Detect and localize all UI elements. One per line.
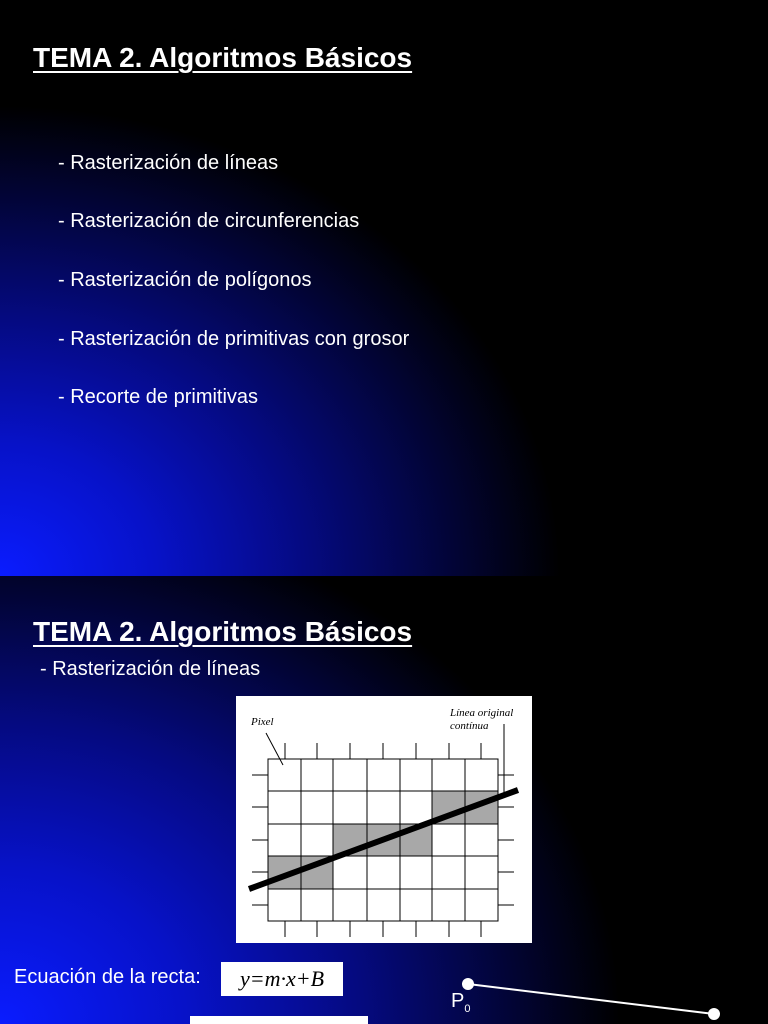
equation-box-partial (190, 1016, 368, 1024)
segment-diagram (440, 968, 740, 1024)
slide-2-title: TEMA 2. Algoritmos Básicos (33, 616, 413, 647)
bullet-item: - Rasterización de polígonos (58, 269, 312, 291)
original-line (249, 790, 518, 889)
pixel-grid-diagram (236, 696, 532, 943)
pixel-label: Pixel (251, 716, 274, 728)
bullet-item: - Rasterización de primitivas con grosor (58, 328, 410, 350)
point-p1 (708, 1008, 720, 1020)
rasterization-figure (236, 696, 532, 943)
point-p0 (462, 978, 474, 990)
line-label-2: contínua (450, 720, 489, 732)
bullet-item: - Rasterización de líneas (58, 152, 279, 174)
slide-2 (0, 576, 768, 1024)
segment-line (468, 984, 714, 1014)
slide-2-subtitle: - Rasterización de líneas (40, 658, 261, 680)
p0-label: $P_0$ (451, 990, 471, 1015)
slide-1-title: TEMA 2. Algoritmos Básicos (33, 42, 413, 73)
pixel-pointer (266, 733, 283, 765)
equation-box: y=m·x+B (221, 962, 343, 996)
line-label-1: Línea original (450, 707, 514, 719)
bullet-item: - Recorte de primitivas (58, 386, 259, 408)
equation-label: Ecuación de la recta: (14, 966, 201, 988)
bullet-item: - Rasterización de circunferencias (58, 210, 360, 232)
